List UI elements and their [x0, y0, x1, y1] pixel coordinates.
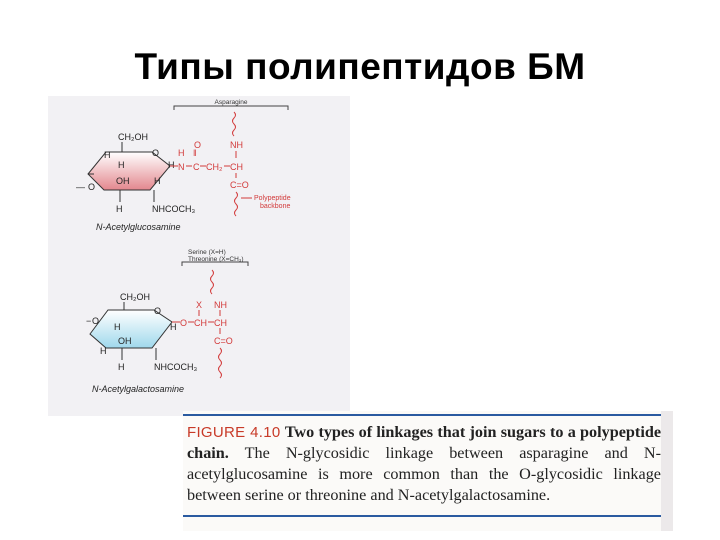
- svg-text:O: O: [194, 140, 202, 150]
- svg-text:‖: ‖: [193, 148, 197, 158]
- asparagine-label: Asparagine: [214, 99, 248, 106]
- svg-text:H: H: [168, 160, 175, 170]
- figure-panel: [48, 96, 350, 416]
- caption-body: The N-glycosidic linkage between asparagine and N-acetylglucosamine is more common than the O-glycosidic linkage between serine or threonine and N-acetylgalactosamine.: [187, 444, 661, 504]
- svg-text:OH: OH: [118, 336, 132, 346]
- svg-text:O: O: [154, 306, 162, 316]
- bottom-chain-wave-upper: [211, 270, 214, 294]
- svg-text:NH: NH: [214, 300, 227, 310]
- top-chain-wave-upper: [233, 112, 236, 136]
- svg-text:H: H: [116, 204, 123, 214]
- svg-text:CH: CH: [230, 162, 243, 172]
- figure-number: FIGURE 4.10: [187, 424, 281, 441]
- svg-text:Serine (X=H): Serine (X=H): [188, 249, 226, 256]
- top-chain-wave-lower: [235, 192, 238, 216]
- structure-diagram: [48, 96, 350, 416]
- svg-text:NH: NH: [230, 140, 243, 150]
- svg-text:CH: CH: [194, 318, 207, 328]
- svg-text:H: H: [118, 362, 125, 372]
- svg-text:Threonine (X=CH₃): Threonine (X=CH₃): [188, 256, 244, 263]
- svg-text:Polypeptide: Polypeptide: [254, 195, 291, 202]
- figure-caption: [183, 411, 673, 531]
- svg-text:NHCOCH₃: NHCOCH₃: [152, 204, 196, 214]
- svg-text:H: H: [154, 176, 161, 186]
- svg-text:H: H: [118, 160, 125, 170]
- svg-text:C: C: [193, 162, 200, 172]
- svg-text:O: O: [92, 316, 100, 326]
- bottom-chain-wave-lower: [219, 348, 222, 378]
- page-edge: [661, 411, 673, 531]
- asparagine-bracket: [174, 106, 288, 110]
- svg-text:H: H: [170, 322, 177, 332]
- svg-text:O: O: [88, 182, 96, 192]
- svg-text:H: H: [100, 346, 107, 356]
- caption-heading: Two types of linkages that join sugars to a polypeptide chain.: [187, 423, 662, 462]
- svg-text:CH₂: CH₂: [206, 162, 223, 172]
- svg-text:C=O: C=O: [230, 180, 249, 190]
- svg-text:X: X: [196, 300, 203, 310]
- svg-text:N: N: [178, 162, 185, 172]
- svg-text:C=O: C=O: [214, 336, 233, 346]
- svg-text:CH₂OH: CH₂OH: [120, 292, 150, 302]
- caption-rule-bottom: [183, 515, 661, 517]
- caption-text: [187, 422, 661, 506]
- top-sugar-name: N-Acetylglucosamine: [96, 222, 181, 232]
- caption-rule-top: [183, 414, 661, 416]
- svg-text:CH₂OH: CH₂OH: [118, 132, 148, 142]
- bottom-sugar-name: N-Acetylgalactosamine: [92, 384, 185, 394]
- svg-text:H: H: [114, 322, 121, 332]
- svg-text:O: O: [152, 148, 160, 158]
- svg-text:—: —: [76, 182, 85, 192]
- svg-text:CH: CH: [214, 318, 227, 328]
- svg-text:−: −: [86, 316, 92, 326]
- svg-text:O: O: [180, 318, 188, 328]
- svg-text:H: H: [104, 150, 111, 160]
- svg-text:backbone: backbone: [260, 203, 291, 210]
- svg-text:OH: OH: [116, 176, 130, 186]
- svg-text:H: H: [178, 148, 185, 158]
- slide-title: Типы полипептидов БМ: [134, 46, 586, 87]
- svg-text:NHCOCH₃: NHCOCH₃: [154, 362, 198, 372]
